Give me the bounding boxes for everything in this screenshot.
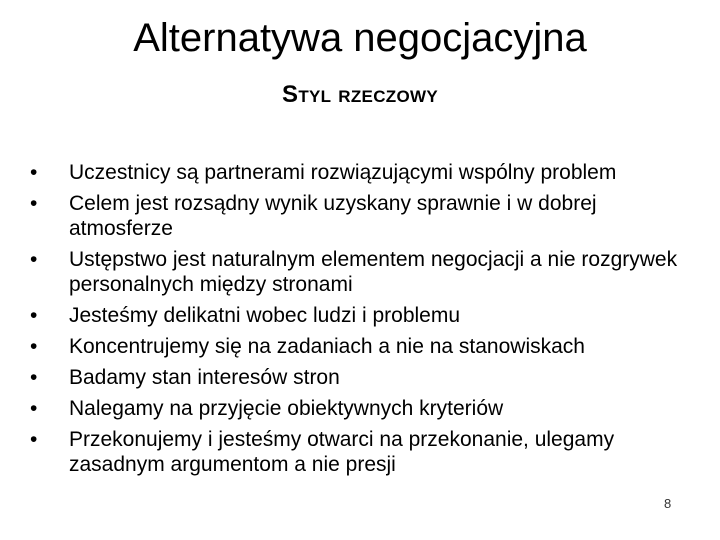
bullet-text: Przekonujemy i jesteśmy otwarci na przekonanie, ulegamy zasadnym argumentom a nie presji [69,428,615,476]
bullet-text: Ustępstwo jest naturalnym elementem negocjacji a nie rozgrywek personalnych między stronami [69,248,678,296]
slide-subtitle: Styl rzeczowy [282,81,438,108]
bullet-text: Jesteśmy delikatni wobec ludzi i problemu [69,304,461,327]
bullet-marker: • [30,192,38,215]
bullet-item [30,303,690,328]
bullet-marker: • [30,304,38,327]
bullet-item [30,191,690,241]
bullet-text: Celem jest rozsądny wynik uzyskany sprawnie i w dobrej atmosferze [69,192,597,240]
bullet-item [30,365,690,390]
page-number: 8 [664,496,672,511]
bullet-marker: • [30,397,38,420]
bullet-item [30,247,690,297]
bullet-text: Koncentrujemy się na zadaniach a nie na stanowiskach [69,335,585,358]
bullet-marker: • [30,335,38,358]
bullet-marker: • [30,161,38,184]
bullet-marker: • [30,248,38,271]
bullet-text: Nalegamy na przyjęcie obiektywnych kryteriów [69,397,504,420]
bullet-item [30,396,690,421]
bullet-list [30,160,690,483]
bullet-text: Uczestnicy są partnerami rozwiązującymi wspólny problem [69,161,617,184]
slide-title: Alternatywa negocjacyjna [133,16,587,60]
bullet-item [30,334,690,359]
bullet-item [30,160,690,185]
bullet-marker: • [30,428,38,451]
bullet-text: Badamy stan interesów stron [69,366,340,389]
bullet-item [30,427,690,477]
bullet-marker: • [30,366,38,389]
